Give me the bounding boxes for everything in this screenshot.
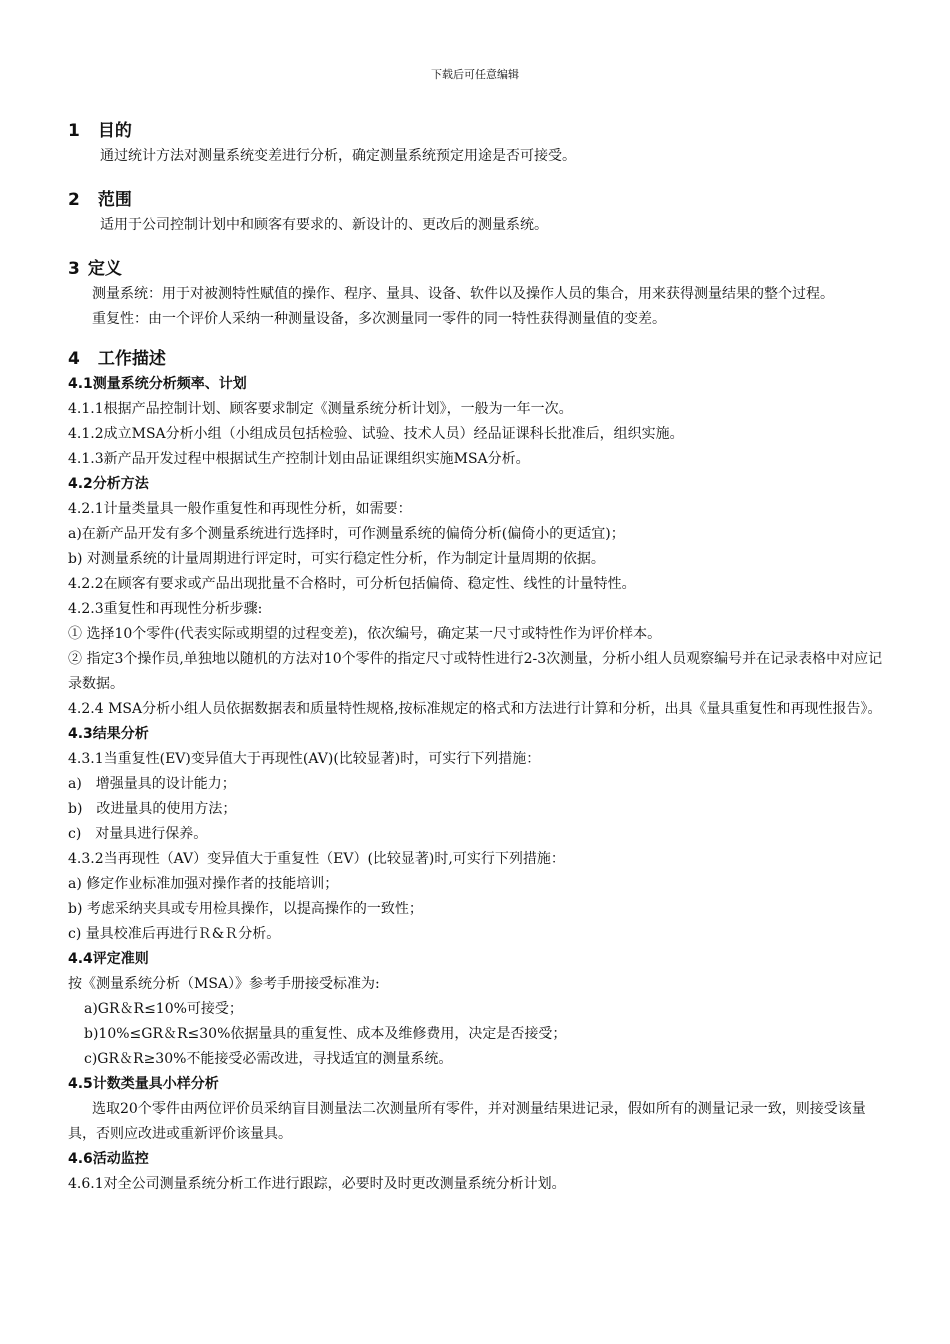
list-item: b) 改进量具的使用方法； (68, 801, 237, 817)
section-number: 3 (68, 259, 80, 279)
paragraph: 选取20个零件由两位评价员采纳盲目测量法二次测量所有零件，并对测量结果进记录，假如所有的测量记录一致，则接受该量具，否则应改进或重新评价该量具。 (68, 1101, 866, 1142)
list-item: b) 考虑采纳夹具或专用检具操作，以提高操作的一致性； (68, 901, 423, 917)
subsection-heading: 4.4评定准则 (68, 951, 149, 967)
paragraph: 通过统计方法对测量系统变差进行分析，确定测量系统预定用途是否可接受。 (100, 148, 576, 164)
paragraph: 重复性：由一个评价人采纳一种测量设备，多次测量同一零件的同一特性获得测量值的变差。 (92, 311, 666, 327)
section-title: 工作描述 (97, 349, 166, 369)
list-item: 4.2.2在顾客有要求或产品出现批量不合格时，可分析包括偏倚、稳定性、线性的计量特性。 (68, 576, 636, 592)
paragraph: 测量系统：用于对被测特性赋值的操作、程序、量具、设备、软件以及操作人员的集合，用来获得测量结果的整个过程。 (92, 286, 834, 302)
list-item: a)GR＆R≤10%可接受； (84, 1001, 243, 1017)
list-item: a)在新产品开发有多个测量系统进行选择时，可作测量系统的偏倚分析(偏倚小的更适宜)； (68, 526, 625, 542)
list-item: c)GR＆R≥30%不能接受必需改进，寻找适宜的测量系统。 (84, 1051, 453, 1067)
list-item: b)10%≤GR＆R≤30%依据量具的重复性、成本及维修费用，决定是否接受； (84, 1026, 567, 1042)
list-item: a) 修定作业标准加强对操作者的技能培训； (68, 876, 339, 892)
section-number: 2 (68, 190, 80, 210)
section-number: 1 (68, 121, 80, 141)
page-header: 下载后可任意编辑 (431, 68, 519, 81)
list-item: 4.1.3新产品开发过程中根据试生产控制计划由品证课组织实施MSA分析。 (68, 451, 530, 467)
section-title: 定义 (87, 259, 122, 279)
subsection-heading: 4.5计数类量具小样分析 (68, 1076, 219, 1092)
section-title: 范围 (97, 190, 132, 210)
list-item: 4.3.2当再现性（AV）变异值大于重复性（EV）(比较显著)时,可实行下列措施： (68, 851, 565, 867)
list-item: 4.2.3重复性和再现性分析步骤: (68, 601, 263, 617)
section-3-heading (68, 256, 883, 282)
list-item: 4.3.1当重复性(EV)变异值大于再现性(AV)(比较显著)时，可实行下列措施： (68, 751, 541, 767)
document-body (68, 118, 883, 1197)
list-item: 4.2.1计量类量具一般作重复性和再现性分析，如需要： (68, 501, 412, 517)
section-2-heading (68, 187, 883, 213)
section-1-heading (68, 118, 883, 144)
list-item: c) 量具校准后再进行Ｒ&Ｒ分析。 (68, 926, 281, 942)
subsection-heading: 4.1测量系统分析频率、计划 (68, 376, 247, 392)
paragraph: 按《测量系统分析（MSA）》参考手册接受标准为: (68, 976, 380, 992)
list-item: ② 指定3个操作员,单独地以随机的方法对10个零件的指定尺寸或特性进行2-3次测量，分析小组人员观察编号并在记录表格中对应记录数据。 (68, 651, 883, 692)
section-number: 4 (68, 349, 80, 369)
section-4-heading (68, 346, 883, 372)
list-item: 4.1.1根据产品控制计划、顾客要求制定《测量系统分析计划》，一般为一年一次。 (68, 401, 573, 417)
section-title: 目的 (97, 121, 132, 141)
list-item: 4.2.4 MSA分析小组人员依据数据表和质量特性规格,按标准规定的格式和方法进行计算和分析，出具《量具重复性和再现性报告》。 (68, 701, 882, 717)
subsection-heading: 4.3结果分析 (68, 726, 149, 742)
paragraph: 适用于公司控制计划中和顾客有要求的、新设计的、更改后的测量系统。 (100, 217, 548, 233)
list-item: b) 对测量系统的计量周期进行评定时，可实行稳定性分析，作为制定计量周期的依据。 (68, 551, 605, 567)
list-item: a) 增强量具的设计能力； (68, 776, 236, 792)
list-item: 4.1.2成立MSA分析小组（小组成员包括检验、试验、技术人员）经品证课科长批准后，组织实施。 (68, 426, 684, 442)
list-item: c) 对量具进行保养。 (68, 826, 208, 842)
list-item: 4.6.1对全公司测量系统分析工作进行跟踪，必要时及时更改测量系统分析计划。 (68, 1176, 566, 1192)
subsection-heading: 4.6活动监控 (68, 1151, 149, 1167)
subsection-heading: 4.2分析方法 (68, 476, 149, 492)
list-item: ① 选择10个零件(代表实际或期望的过程变差)，依次编号，确定某一尺寸或特性作为评价样本。 (68, 626, 662, 642)
